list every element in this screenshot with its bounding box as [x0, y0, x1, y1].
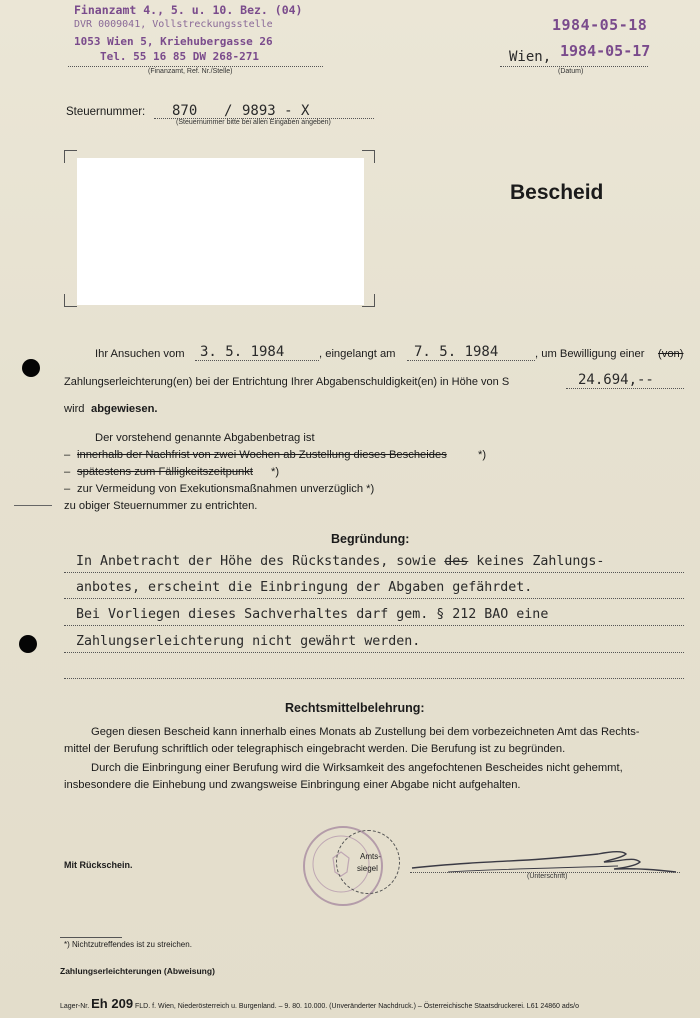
seal-label-2: siegel	[357, 864, 378, 873]
payment-opt3-dash: –	[64, 483, 71, 495]
address-corner-tl	[64, 150, 77, 163]
appeal-p1-line1: Gegen diesen Bescheid kann innerhalb eines Monats ab Zustellung bei dem vorbezeichneten Amt das Rechts-	[91, 726, 640, 738]
request-text-3: , um Bewilligung einer	[535, 348, 645, 360]
payment-opt1-mark: *)	[478, 449, 487, 461]
reasoning-rule-4	[64, 652, 684, 653]
office-stamp-line1: Finanzamt 4., 5. u. 10. Bez. (04)	[74, 3, 303, 17]
reasoning-line1-b: keines Zahlungs-	[476, 554, 605, 569]
office-stamp-line4: Tel. 55 16 85 DW 268-271	[100, 50, 259, 63]
seal-circle	[336, 830, 400, 894]
amount-line	[566, 388, 684, 389]
footnote-rule	[60, 937, 122, 938]
reasoning-line4: Zahlungserleichterung nicht gewährt werden.	[76, 634, 421, 649]
request-text-3b: (von)	[658, 348, 684, 360]
office-line	[68, 66, 323, 67]
footnote: *) Nichtzutreffendes ist zu streichen.	[64, 940, 192, 949]
tax-number-hint: (Steuernummer bitte bei allen Eingaben angeben)	[176, 119, 331, 126]
tax-number-part1: 870	[172, 103, 198, 119]
seal-label-1: Amts-	[360, 852, 381, 861]
appeal-p2-line2: insbesondere die Einhebung und zwangsweise Einbringung einer Abgabe nicht aufgehalten.	[64, 779, 521, 791]
received-date: 7. 5. 1984	[414, 344, 499, 360]
date-caption: (Datum)	[558, 68, 584, 75]
footer-prefix: Lager-Nr.	[60, 1003, 90, 1010]
payment-option-1: innerhalb der Nachfrist von zwei Wochen ab Zustellung dieses Bescheides	[77, 449, 447, 461]
reasoning-rule-3	[64, 625, 684, 626]
payment-opt2-dash: –	[64, 466, 71, 478]
payment-intro: Der vorstehend genannte Abgabenbetrag ist	[95, 432, 315, 444]
reasoning-heading: Begründung:	[331, 532, 410, 546]
request-decision: abgewiesen.	[91, 403, 158, 415]
request-date: 3. 5. 1984	[200, 344, 285, 360]
reasoning-line2: anbotes, erscheint die Einbringung der Abgaben gefährdet.	[76, 580, 533, 595]
footer-line	[60, 996, 579, 1011]
office-caption: (Finanzamt, Ref. Nr./Stelle)	[148, 68, 233, 75]
punch-hole-top	[22, 359, 40, 377]
payment-option-2: spätestens zum Fälligkeitszeitpunkt	[77, 466, 253, 478]
document-title: Bescheid	[510, 181, 604, 204]
footer-rest: FLD. f. Wien, Niederösterreich u. Burgenland. – 9. 80. 10.000. (Unveränderter Nachdruck.) – Österreichische Staatsdruckerei. L61 24860 ads/o	[135, 1003, 579, 1010]
redacted-address	[77, 158, 364, 305]
reasoning-line3: Bei Vorliegen dieses Sachverhaltes darf gem. § 212 BAO eine	[76, 607, 549, 622]
reasoning-line1-a: In Anbetracht der Höhe des Rückstandes, sowie	[76, 554, 437, 569]
appeal-p2-line1: Durch die Einbringung einer Berufung wird die Wirksamkeit des angefochtenen Bescheides nicht gehemmt,	[91, 762, 623, 774]
payment-opt2-mark: *)	[271, 466, 280, 478]
tax-number-label: Steuernummer:	[66, 106, 146, 118]
request-text-5: wird	[64, 403, 85, 415]
office-stamp-line2: DVR 0009041, Vollstreckungsstelle	[74, 19, 273, 30]
tax-number-part2: 9893 - X	[242, 103, 310, 119]
reasoning-line1	[76, 554, 604, 569]
address-corner-bl	[64, 294, 77, 307]
margin-mark	[14, 505, 52, 506]
payment-option-3: zur Vermeidung von Exekutionsmaßnahmen unverzüglich *)	[77, 483, 375, 495]
punch-hole-bottom	[19, 635, 37, 653]
date-stamp: 1984-05-17	[560, 42, 651, 60]
request-text-4: Zahlungserleichterung(en) bei der Entrichtung Ihrer Abgabenschuldigkeit(en) in Höhe von S	[64, 376, 510, 388]
payment-opt1-dash: –	[64, 449, 71, 461]
request-amount: 24.694,--	[578, 372, 654, 388]
reasoning-rule-5	[64, 678, 684, 679]
date-line	[500, 66, 648, 67]
payment-outro: zu obiger Steuernummer zu entrichten.	[64, 500, 258, 512]
request-date-line	[195, 360, 319, 361]
reasoning-rule-2	[64, 598, 684, 599]
delivery-note: Mit Rückschein.	[64, 860, 133, 870]
request-text-2: , eingelangt am	[319, 348, 396, 360]
signature-caption: (Unterschrift)	[527, 873, 568, 880]
request-text-1: Ihr Ansuchen vom	[95, 348, 185, 360]
office-stamp-line3: 1053 Wien 5, Kriehubergasse 26	[74, 35, 273, 48]
received-date-line	[407, 360, 535, 361]
appeal-p1-line2: mittel der Berufung schriftlich oder telegraphisch eingebracht werden. Die Berufung ist zu begründen.	[64, 743, 566, 755]
tax-number-sep: /	[224, 103, 233, 119]
date-stamp-top: 1984-05-18	[552, 16, 648, 34]
reasoning-rule-1	[64, 572, 684, 573]
form-title: Zahlungserleichterungen (Abweisung)	[60, 966, 215, 976]
appeal-heading: Rechtsmittelbelehrung:	[285, 701, 425, 715]
footer-number: Eh 209	[91, 996, 134, 1011]
date-place: Wien,	[509, 49, 552, 65]
reasoning-line1-struck: des	[444, 554, 469, 569]
